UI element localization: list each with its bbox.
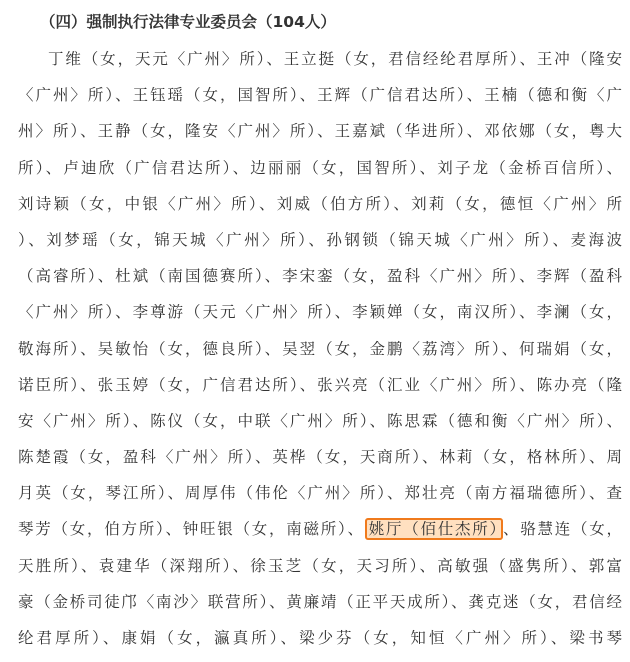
text-line: 天胜所）、袁建华（深翔所）、徐玉芝（女，天习所）、高敏强（盛隽所）、郭富	[18, 556, 622, 575]
text-segment: 、骆慧连（女，	[502, 520, 622, 539]
text-line: 敬海所）、吴敏怡（女，德良所）、吴翌（女，金鹏〈荔湾〉所）、何瑞娟（女，	[18, 339, 622, 358]
text-line: 丁维（女，天元〈广州〉所）、王立挺（女，君信经纶君厚所）、王冲（隆安	[48, 50, 622, 68]
text-line: 〈广州〉所）、李尊游（天元〈广州〉所）、李颖婵（女，南汉所）、李澜（女，	[18, 303, 622, 322]
text-line: 豪（金桥司徒邝〈南沙〉联营所）、黄廉靖（正平天成所）、龚克迷（女，君信经	[18, 592, 622, 611]
highlighted-member: 姚厅（佰仕杰所）	[365, 518, 503, 540]
text-line: 刘诗颖（女，中银〈广州〉所）、刘威（伯方所）、刘莉（女，德恒〈广州〉所	[18, 194, 622, 213]
section-heading: （四）强制执行法律专业委员会（104人）	[40, 13, 336, 31]
text-line-highlighted	[18, 517, 622, 553]
text-line: 安〈广州〉所）、陈仪（女，中联〈广州〉所）、陈思霖（德和衡〈广州〉所）、	[18, 411, 622, 430]
text-line: 州〉所）、王静（女，隆安〈广州〉所）、王嘉斌（华进所）、邓依娜（女，粤大	[18, 122, 622, 141]
member-list	[18, 47, 622, 662]
text-line: 陈楚霞（女，盈科〈广州〉所）、英桦（女，天商所）、林莉（女，格林所）、周	[18, 448, 622, 467]
text-line: （高睿所）、杜斌（南国德赛所）、李宋銮（女，盈科〈广州〉所）、李辉（盈科	[18, 267, 622, 286]
text-segment: 琴芳（女，伯方所）、钟旺银（女，南磁所）、	[18, 520, 365, 539]
text-line: 纶君厚所）、康娟（女，瀛真所）、梁少芬（女，知恒〈广州〉所）、梁书琴	[18, 629, 622, 647]
text-line: 〈广州〉所）、王钰瑶（女，国智所）、王辉（广信君达所）、王楠（德和衡〈广	[18, 86, 622, 105]
text-line: 诺臣所）、张玉婷（女，广信君达所）、张兴亮（汇业〈广州〉所）、陈办亮（隆	[18, 375, 622, 394]
text-line: 月英（女，琴江所）、周厚伟（伟伦〈广州〉所）、郑壮亮（南方福瑞德所）、查	[18, 484, 622, 503]
text-line: 所）、卢迪欣（广信君达所）、边丽丽（女，国智所）、刘子龙（金桥百信所）、	[18, 158, 622, 177]
text-line: ）、刘梦瑶（女，锦天城〈广州〉所）、孙钢锁（锦天城〈广州〉所）、麦海波	[18, 230, 622, 249]
